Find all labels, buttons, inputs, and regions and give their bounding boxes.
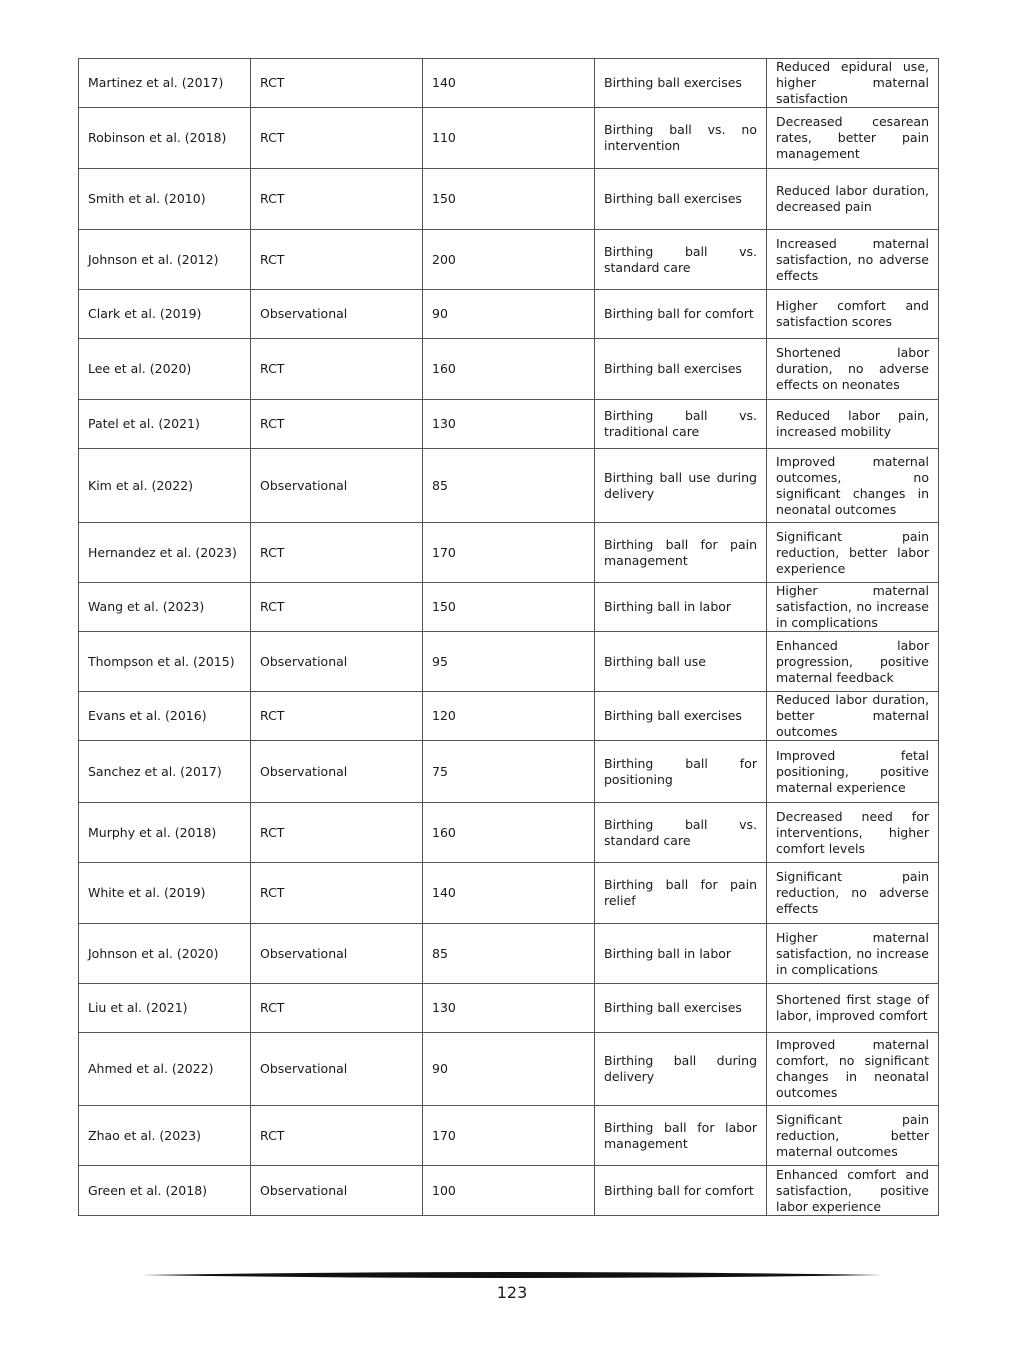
table-row (79, 803, 939, 863)
outcome-cell: Decreased need for interventions, higher comfort levels (767, 803, 939, 863)
outcome-cell: Higher maternal satisfaction, no increase in complications (767, 924, 939, 984)
table-row (79, 924, 939, 984)
outcome-cell: Reduced labor pain, increased mobility (767, 400, 939, 449)
table-row (79, 169, 939, 230)
sample-size-cell: 75 (423, 741, 595, 803)
study-cell: Johnson et al. (2020) (79, 924, 251, 984)
table-row (79, 1106, 939, 1166)
table-row (79, 339, 939, 400)
study-cell: Zhao et al. (2023) (79, 1106, 251, 1166)
intervention-cell: Birthing ball vs. standard care (595, 803, 767, 863)
table-row (79, 583, 939, 632)
sample-size-cell: 85 (423, 924, 595, 984)
outcome-cell: Higher comfort and satisfaction scores (767, 290, 939, 339)
sample-size-cell: 160 (423, 803, 595, 863)
intervention-cell: Birthing ball exercises (595, 984, 767, 1033)
intervention-cell: Birthing ball in labor (595, 583, 767, 632)
intervention-cell: Birthing ball use during delivery (595, 449, 767, 523)
study-cell: Green et al. (2018) (79, 1166, 251, 1216)
design-cell: RCT (251, 692, 423, 741)
study-cell: Hernandez et al. (2023) (79, 523, 251, 583)
study-cell: Patel et al. (2021) (79, 400, 251, 449)
design-cell: RCT (251, 1106, 423, 1166)
table-row (79, 1033, 939, 1106)
table-row (79, 692, 939, 741)
outcome-cell: Enhanced comfort and satisfaction, positive labor experience (767, 1166, 939, 1216)
table-row (79, 290, 939, 339)
intervention-cell: Birthing ball for pain management (595, 523, 767, 583)
intervention-cell: Birthing ball vs. traditional care (595, 400, 767, 449)
study-cell: White et al. (2019) (79, 863, 251, 924)
study-cell: Evans et al. (2016) (79, 692, 251, 741)
study-cell: Robinson et al. (2018) (79, 108, 251, 169)
intervention-cell: Birthing ball exercises (595, 59, 767, 108)
outcome-cell: Improved maternal comfort, no significant changes in neonatal outcomes (767, 1033, 939, 1106)
outcome-cell: Significant pain reduction, better maternal outcomes (767, 1106, 939, 1166)
outcome-cell: Decreased cesarean rates, better pain management (767, 108, 939, 169)
design-cell: RCT (251, 583, 423, 632)
table-row (79, 523, 939, 583)
sample-size-cell: 130 (423, 400, 595, 449)
intervention-cell: Birthing ball for comfort (595, 290, 767, 339)
design-cell: RCT (251, 984, 423, 1033)
sample-size-cell: 120 (423, 692, 595, 741)
table-row (79, 400, 939, 449)
sample-size-cell: 160 (423, 339, 595, 400)
study-cell: Lee et al. (2020) (79, 339, 251, 400)
study-cell: Liu et al. (2021) (79, 984, 251, 1033)
table-row (79, 984, 939, 1033)
table-row (79, 863, 939, 924)
outcome-cell: Shortened first stage of labor, improved comfort (767, 984, 939, 1033)
sample-size-cell: 170 (423, 523, 595, 583)
intervention-cell: Birthing ball for labor management (595, 1106, 767, 1166)
studies-table (78, 58, 939, 1216)
study-cell: Clark et al. (2019) (79, 290, 251, 339)
study-cell: Smith et al. (2010) (79, 169, 251, 230)
outcome-cell: Reduced labor duration, better maternal outcomes (767, 692, 939, 741)
outcome-cell: Reduced epidural use, higher maternal satisfaction (767, 59, 939, 108)
intervention-cell: Birthing ball exercises (595, 339, 767, 400)
design-cell: RCT (251, 230, 423, 290)
design-cell: Observational (251, 449, 423, 523)
sample-size-cell: 140 (423, 863, 595, 924)
table-row (79, 59, 939, 108)
outcome-cell: Enhanced labor progression, positive maternal feedback (767, 632, 939, 692)
outcome-cell: Improved fetal positioning, positive maternal experience (767, 741, 939, 803)
footer-rule (142, 1270, 882, 1280)
intervention-cell: Birthing ball vs. standard care (595, 230, 767, 290)
sample-size-cell: 140 (423, 59, 595, 108)
table-row (79, 741, 939, 803)
design-cell: Observational (251, 1166, 423, 1216)
table-row (79, 230, 939, 290)
design-cell: RCT (251, 400, 423, 449)
sample-size-cell: 130 (423, 984, 595, 1033)
study-cell: Ahmed et al. (2022) (79, 1033, 251, 1106)
sample-size-cell: 150 (423, 583, 595, 632)
outcome-cell: Higher maternal satisfaction, no increase in complications (767, 583, 939, 632)
intervention-cell: Birthing ball vs. no intervention (595, 108, 767, 169)
intervention-cell: Birthing ball for pain relief (595, 863, 767, 924)
design-cell: RCT (251, 169, 423, 230)
study-cell: Murphy et al. (2018) (79, 803, 251, 863)
page-number: 123 (496, 1283, 528, 1302)
table-row (79, 632, 939, 692)
design-cell: RCT (251, 863, 423, 924)
sample-size-cell: 170 (423, 1106, 595, 1166)
sample-size-cell: 85 (423, 449, 595, 523)
study-cell: Martinez et al. (2017) (79, 59, 251, 108)
sample-size-cell: 95 (423, 632, 595, 692)
outcome-cell: Increased maternal satisfaction, no adverse effects (767, 230, 939, 290)
sample-size-cell: 200 (423, 230, 595, 290)
design-cell: RCT (251, 108, 423, 169)
sample-size-cell: 150 (423, 169, 595, 230)
design-cell: Observational (251, 741, 423, 803)
intervention-cell: Birthing ball use (595, 632, 767, 692)
outcome-cell: Shortened labor duration, no adverse effects on neonates (767, 339, 939, 400)
outcome-cell: Reduced labor duration, decreased pain (767, 169, 939, 230)
design-cell: Observational (251, 1033, 423, 1106)
intervention-cell: Birthing ball exercises (595, 692, 767, 741)
study-cell: Kim et al. (2022) (79, 449, 251, 523)
sample-size-cell: 100 (423, 1166, 595, 1216)
intervention-cell: Birthing ball exercises (595, 169, 767, 230)
intervention-cell: Birthing ball in labor (595, 924, 767, 984)
table-row (79, 449, 939, 523)
outcome-cell: Improved maternal outcomes, no significant changes in neonatal outcomes (767, 449, 939, 523)
sample-size-cell: 90 (423, 1033, 595, 1106)
sample-size-cell: 90 (423, 290, 595, 339)
table-row (79, 108, 939, 169)
intervention-cell: Birthing ball for comfort (595, 1166, 767, 1216)
study-cell: Wang et al. (2023) (79, 583, 251, 632)
study-cell: Thompson et al. (2015) (79, 632, 251, 692)
intervention-cell: Birthing ball for positioning (595, 741, 767, 803)
outcome-cell: Significant pain reduction, no adverse effects (767, 863, 939, 924)
design-cell: RCT (251, 523, 423, 583)
outcome-cell: Significant pain reduction, better labor experience (767, 523, 939, 583)
design-cell: RCT (251, 59, 423, 108)
intervention-cell: Birthing ball during delivery (595, 1033, 767, 1106)
studies-table-body (79, 59, 939, 1216)
study-cell: Sanchez et al. (2017) (79, 741, 251, 803)
design-cell: RCT (251, 339, 423, 400)
design-cell: Observational (251, 924, 423, 984)
design-cell: RCT (251, 803, 423, 863)
design-cell: Observational (251, 632, 423, 692)
table-row (79, 1166, 939, 1216)
study-cell: Johnson et al. (2012) (79, 230, 251, 290)
design-cell: Observational (251, 290, 423, 339)
sample-size-cell: 110 (423, 108, 595, 169)
